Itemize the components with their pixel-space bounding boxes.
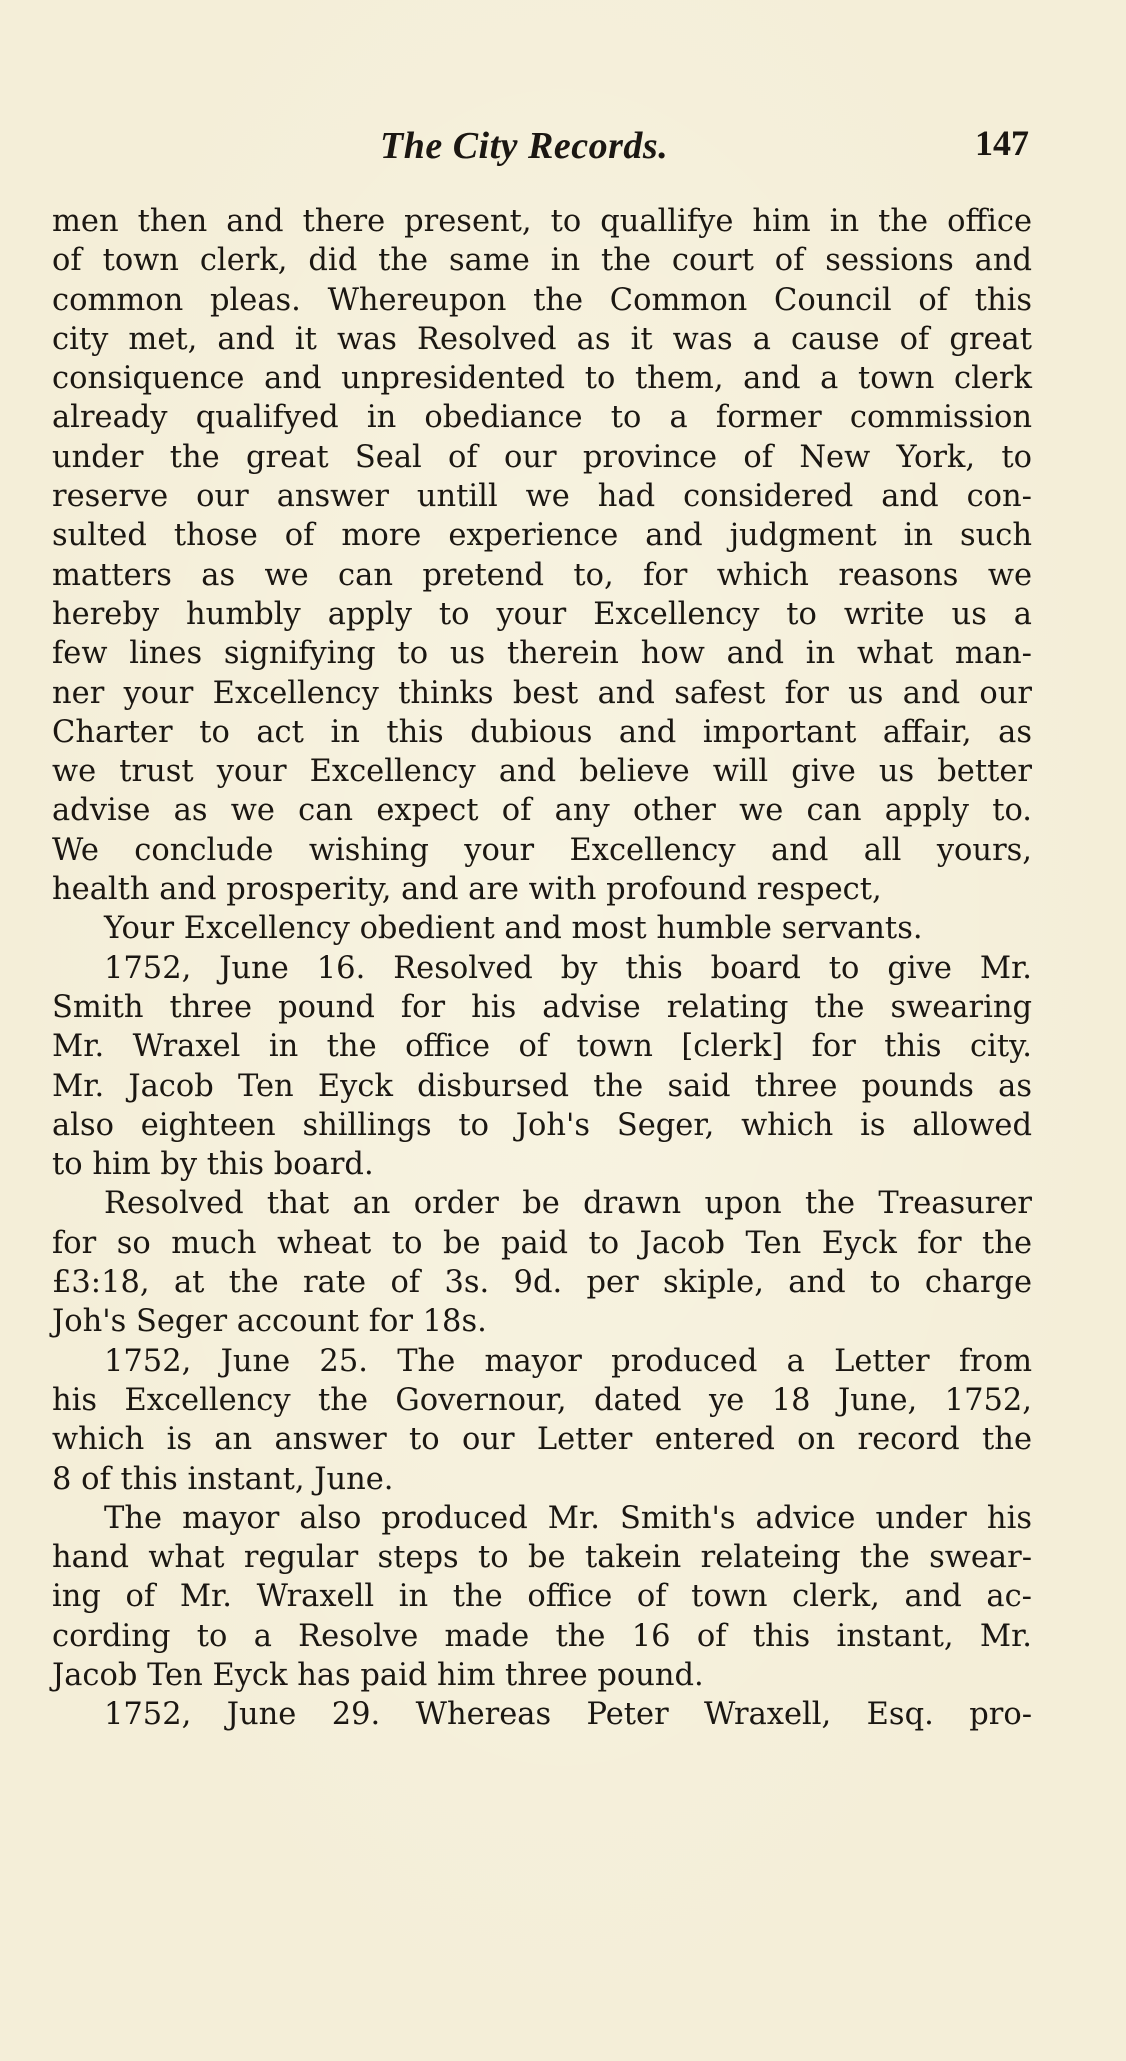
text-line: which is an answer to our Letter entered on record the <box>52 1422 1032 1458</box>
text-line: under the great Seal of our province of New York, to <box>52 439 1032 475</box>
text-line: Mr. Wraxel in the office of town [clerk] for this city. <box>52 1029 1032 1065</box>
text-line: cording to a Resolve made the 16 of this instant, Mr. <box>52 1618 1032 1654</box>
text-line: hand what regular steps to be takein relateing the swear- <box>52 1540 1032 1576</box>
text-line: hereby humbly apply to your Excellency to write us a <box>52 596 1032 632</box>
text-line: city met, and it was Resolved as it was a cause of great <box>52 321 1032 357</box>
text-line: ner your Excellency thinks best and safest for us and our <box>52 675 1032 711</box>
text-line: already qualifyed in obediance to a former commission <box>52 400 1032 436</box>
text-line: Charter to act in this dubious and important affair, as <box>52 714 1032 750</box>
text-line: Your Excellency obedient and most humble servants. <box>104 911 923 947</box>
text-line: of town clerk, did the same in the court of sessions and <box>52 243 1032 279</box>
text-line: Jacob Ten Eyck has paid him three pound. <box>52 1657 704 1693</box>
text-line: also eighteen shillings to Joh's Seger, which is allowed <box>52 1107 1032 1143</box>
text-line: health and prosperity, and are with profound respect, <box>52 872 882 908</box>
text-line: 1752, June 16. Resolved by this board to give Mr. <box>104 950 1032 986</box>
running-head: The City Records. <box>380 125 669 167</box>
text-line: reserve our answer untill we had considered and con- <box>52 479 1032 515</box>
text-line: sulted those of more experience and judgment in such <box>52 518 1032 554</box>
text-line: Resolved that an order be drawn upon the Treasurer <box>104 1186 1032 1222</box>
text-line: to him by this board. <box>52 1147 374 1183</box>
text-line: We conclude wishing your Excellency and all yours, <box>52 832 1032 868</box>
text-line: for so much wheat to be paid to Jacob Ten Eyck for the <box>52 1225 1032 1261</box>
text-line: his Excellency the Governour, dated ye 18 June, 1752, <box>52 1382 1032 1418</box>
text-line: men then and there present, to quallifye him in the office <box>52 204 1032 239</box>
text-line: Smith three pound for his advise relating the swearing <box>52 989 1032 1025</box>
text-line: we trust your Excellency and believe will give us better <box>52 754 1032 790</box>
text-line: 8 of this instant, June. <box>52 1461 394 1497</box>
text-line: matters as we can pretend to, for which reasons we <box>52 557 1032 593</box>
page-number: 147 <box>975 123 1029 163</box>
text-line: The mayor also produced Mr. Smith's advice under his <box>104 1500 1032 1536</box>
text-line: consiquence and unpresidented to them, and a town clerk <box>52 361 1032 397</box>
text-line: £3:18, at the rate of 3s. 9d. per skiple, and to charge <box>52 1265 1032 1301</box>
text-line: few lines signifying to us therein how and in what man- <box>52 636 1032 672</box>
text-line: 1752, June 25. The mayor produced a Letter from <box>104 1343 1032 1379</box>
text-line: common pleas. Whereupon the Common Council of this <box>52 282 1032 318</box>
text-line: Mr. Jacob Ten Eyck disbursed the said three pounds as <box>52 1068 1032 1104</box>
body-text <box>52 202 1032 1735</box>
text-line: ing of Mr. Wraxell in the office of town clerk, and ac- <box>52 1579 1032 1615</box>
text-line: 1752, June 29. Whereas Peter Wraxell, Esq. pro- <box>104 1697 1032 1733</box>
text-line: Joh's Seger account for 18s. <box>52 1304 487 1340</box>
page-header <box>0 118 1126 178</box>
text-line: advise as we can expect of any other we can apply to. <box>52 793 1032 829</box>
